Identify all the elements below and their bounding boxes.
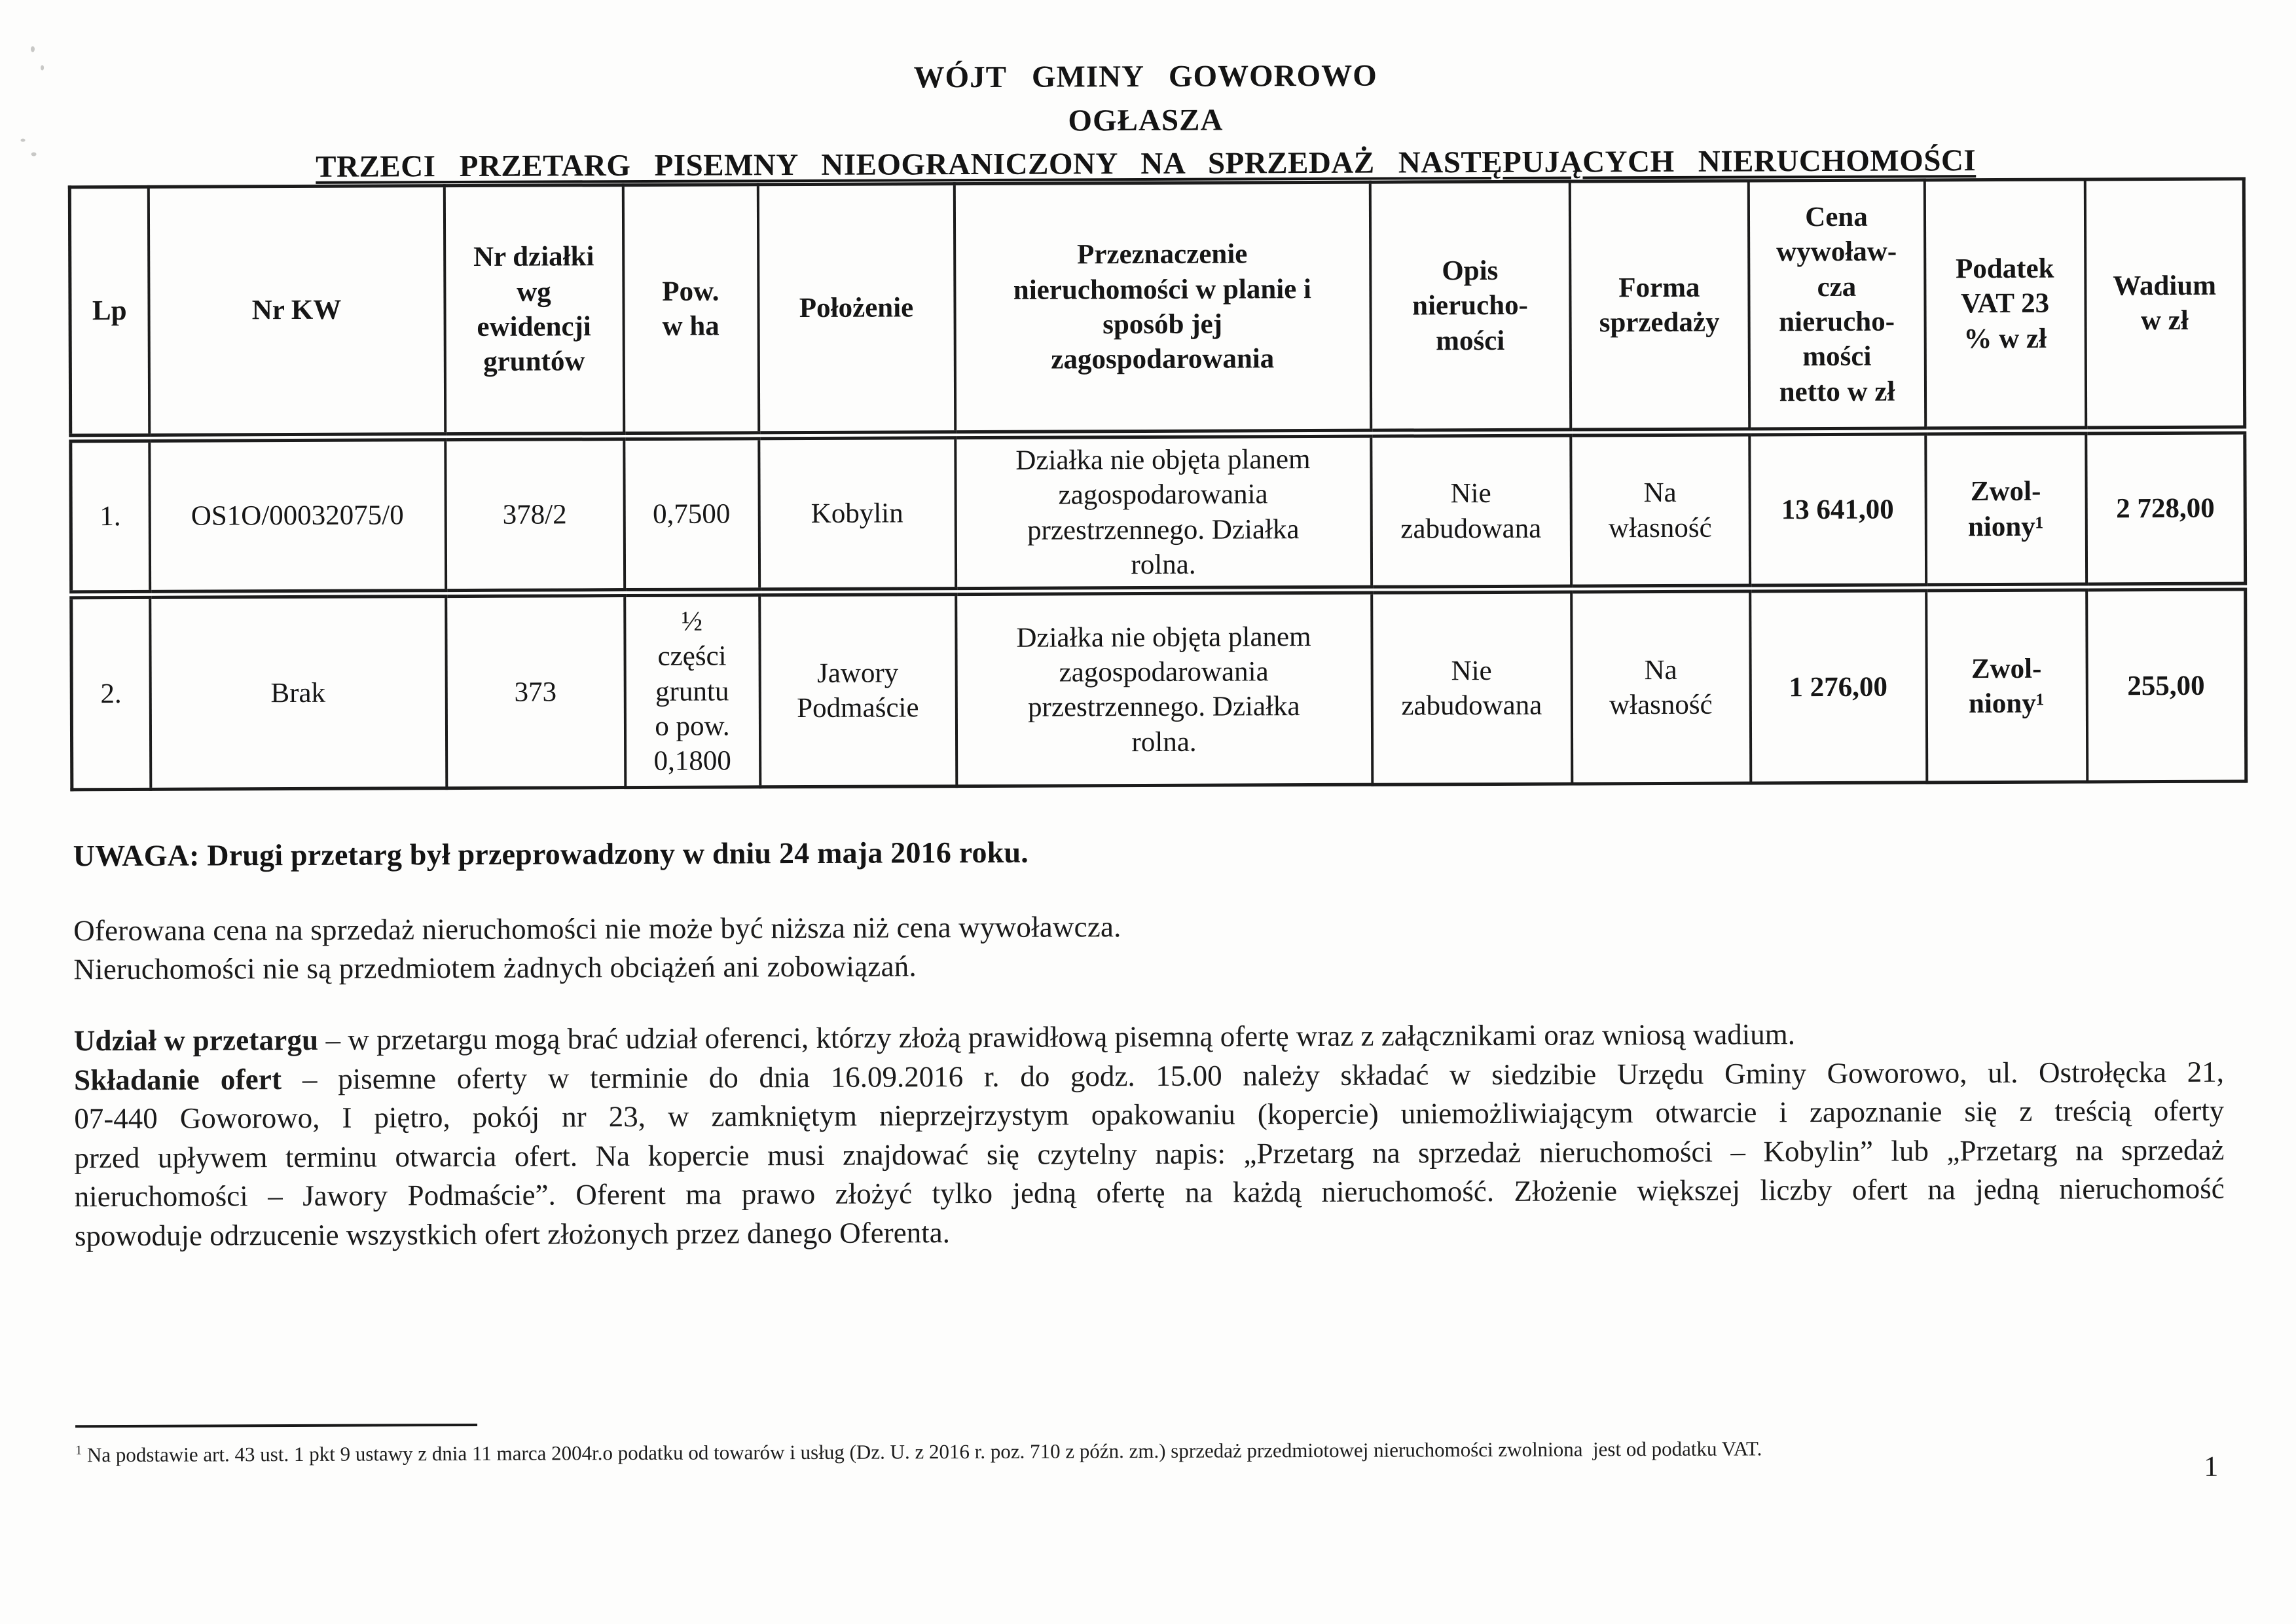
cell-pow: ½ części gruntu o pow. 0,1800 — [625, 593, 760, 788]
note-no-encumbrances: Nieruchomości nie są przedmiotem żadnych obciążeń ani zobowiązań. — [73, 950, 917, 986]
cell-nr-dzialki: 373 — [446, 593, 625, 788]
participation-label: Udział w przetargu — [73, 1023, 319, 1058]
cell-nr-kw: OS1O/00032075/0 — [149, 437, 446, 595]
table-row — [71, 430, 2246, 595]
column-header-lp: Lp — [69, 187, 149, 438]
cell-forma: Na własność — [1571, 432, 1750, 589]
cell-opis: Nie zabudowana — [1371, 433, 1571, 590]
cell-pow: 0,7500 — [624, 435, 759, 593]
table-header-row — [69, 179, 2244, 438]
cell-wadium: 255,00 — [2086, 587, 2246, 782]
cell-nr-dzialki: 378/2 — [445, 436, 625, 593]
cell-nr-kw: Brak — [150, 593, 446, 789]
table-row — [71, 587, 2246, 790]
column-header-przeznaczenie: Przeznaczenie nieruchomości w planie i sposób jej zagospodarowania — [954, 182, 1370, 435]
title-issuer: WÓJT GMINY GOWOROWO — [913, 58, 1377, 95]
properties-table — [68, 177, 2248, 792]
column-header-cena: Cena wywoław- cza nierucho- mości netto w zł — [1748, 180, 1925, 432]
cell-polozenie: Kobylin — [759, 435, 956, 592]
note-minimum-price: Oferowana cena na sprzedaż nieruchomości nie może być niższa niż cena wywoławcza. — [73, 910, 1121, 948]
submission-text-1: – pisemne oferty w terminie do dnia 16.09.2016 r. do godz. 15.00 należy składać w siedzibie Urzędu Gminy Goworowo, ul. Ostrołęcka 21, — [282, 1055, 2225, 1096]
cell-wadium: 2 728,00 — [2086, 430, 2246, 587]
submission-line-5: spowoduje odrzucenie wszystkich ofert złożonych przez danego Oferenta. — [74, 1215, 950, 1252]
column-header-nr-dzialki: Nr działki wg ewidencji gruntów — [444, 185, 623, 437]
cell-przeznaczenie: Działka nie objęta planem zagospodarowania przestrzennego. Działka rolna. — [955, 434, 1372, 592]
column-header-vat: Podatek VAT 23 % w zł — [1924, 179, 2085, 431]
cell-vat: Zwol- niony¹ — [1925, 430, 2086, 587]
cell-forma: Na własność — [1571, 589, 1751, 784]
column-header-wadium: Wadium w zł — [2085, 179, 2244, 430]
cell-przeznaczenie: Działka nie objęta planem zagospodarowania przestrzennego. Działka rolna. — [956, 590, 1372, 786]
cell-opis: Nie zabudowana — [1372, 589, 1572, 785]
tender-conditions — [74, 1014, 2225, 1256]
cell-polozenie: Jawory Podmaście — [759, 591, 957, 787]
column-header-opis: Opis nierucho- mości — [1370, 181, 1570, 434]
column-header-pow: Pow. w ha — [623, 185, 758, 436]
cell-cena: 1 276,00 — [1750, 588, 1927, 784]
column-header-forma: Forma sprzedaży — [1569, 181, 1749, 433]
cell-cena: 13 641,00 — [1749, 431, 1926, 588]
column-header-polozenie: Położenie — [757, 184, 955, 436]
submission-label: Składanie ofert — [73, 1062, 282, 1096]
title-tender: TRZECI PRZETARG PISEMNY NIEOGRANICZONY NA SPRZEDAŻ NASTĘPUJĄCYCH NIERUCHOMOŚCI — [316, 143, 1977, 184]
submission-line-3: przed upływem terminu otwarcia ofert. Na kopercie musi znajdować się czytelny napis: „Przetarg na sprzedaż nieruchomości – Kobylin” lub „Przetarg na sprzedaż — [74, 1133, 2225, 1174]
cell-lp: 2. — [71, 595, 151, 790]
page-number: 1 — [2204, 1450, 2219, 1483]
footnote-marker: 1 — [75, 1443, 82, 1458]
price-notes — [73, 908, 1121, 989]
column-header-nr-kw: Nr KW — [148, 186, 445, 438]
cell-vat: Zwol- niony¹ — [1926, 587, 2087, 783]
participation-text: – w przetargu mogą brać udział oferenci, którzy złożą prawidłową pisemną ofertę wraz z załącznikami oraz wniosą wadium. — [318, 1018, 1796, 1056]
submission-line-2: 07-440 Goworowo, I piętro, pokój nr 23, w zamkniętym nieprzejrzystym opakowaniu (kopercie) uniemożliwiającym otwarcie i zapoznanie się z treścią oferty — [74, 1094, 2225, 1135]
scan-artifact — [31, 46, 35, 52]
footnote-separator — [75, 1424, 477, 1428]
document-title — [0, 54, 2294, 185]
title-announces: OGŁASZA — [1068, 103, 1224, 138]
footnote — [75, 1433, 2262, 1468]
footnote-text: Na podstawie art. 43 ust. 1 pkt 9 ustawy z dnia 11 marca 2004r.o podatku od towarów i usług (Dz. U. z 2016 r. poz. 710 z późn. zm.) sprzedaż przedmiotowej nieruchomości zwolniona jest od podatku VAT. — [82, 1437, 1762, 1467]
uwaga-note: UWAGA: Drugi przetarg był przeprowadzony w dniu 24 maja 2016 roku. — [73, 835, 1029, 873]
cell-lp: 1. — [71, 438, 150, 595]
submission-line-4: nieruchomości – Jawory Podmaście”. Oferent ma prawo złożyć tylko jedną ofertę na każdą nieruchomość. Złożenie większej liczby ofert na jedną nieruchomość — [74, 1172, 2225, 1213]
